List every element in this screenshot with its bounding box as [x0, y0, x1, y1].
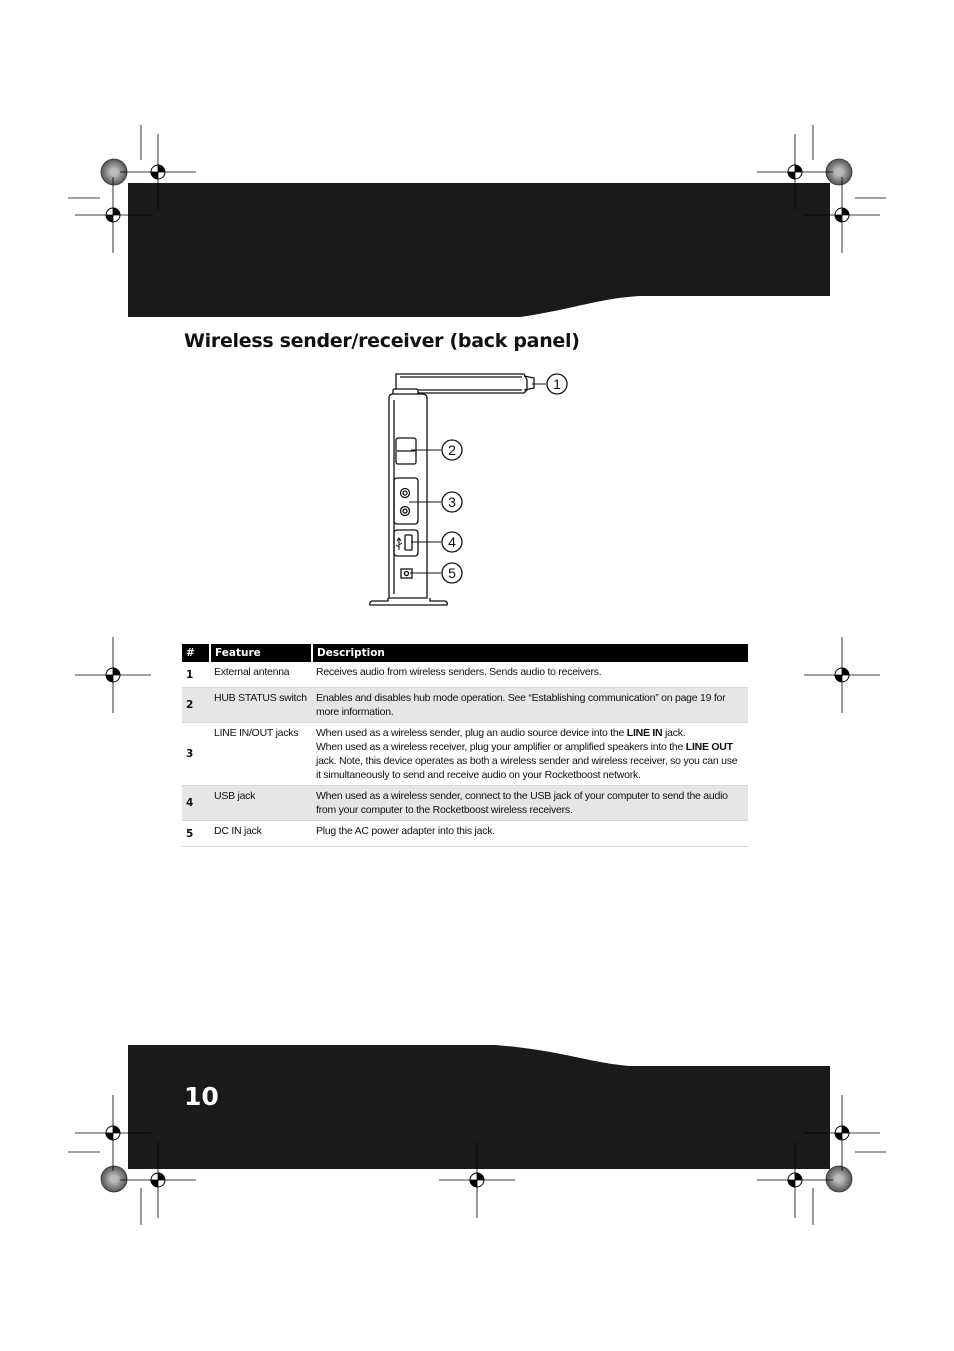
row-description: When used as a wireless sender, connect to the USB jack of your computer to send the audio from your computer to the Rocketboost wireless receivers.: [312, 786, 748, 821]
table-header-row: [182, 644, 748, 662]
callout-5: 5: [448, 565, 456, 581]
line-out-term: LINE OUT: [685, 741, 733, 753]
row-number: 2: [182, 688, 210, 723]
row-feature: DC IN jack: [210, 821, 312, 847]
section-heading: Wireless sender/receiver (back panel): [184, 330, 580, 352]
header-feature: Feature: [210, 644, 312, 662]
callout-4: 4: [448, 534, 456, 550]
line-in-term: LINE IN: [626, 727, 663, 739]
table-row: [182, 786, 748, 821]
row-feature: HUB STATUS switch: [210, 688, 312, 723]
row-feature: LINE IN/OUT jacks: [210, 723, 312, 786]
line-out-paragraph: When used as a wireless receiver, plug your amplifier or amplified speakers into the LINE OUT jack. Note, this device operates as both a wireless sender and wireless receiver, so you can use it simultaneously to send and receive audio on your Rocketboost network.: [316, 741, 738, 781]
row-feature: USB jack: [210, 786, 312, 821]
header-description: Description: [312, 644, 748, 662]
row-description: Receives audio from wireless senders. Sends audio to receivers.: [312, 662, 748, 688]
row-description: Enables and disables hub mode operation. See “Establishing communication” on page 19 for more information.: [312, 688, 748, 723]
row-description: [312, 723, 748, 786]
feature-table: [182, 644, 748, 847]
row-feature: External antenna: [210, 662, 312, 688]
callout-2: 2: [448, 442, 456, 458]
line-in-paragraph: When used as a wireless sender, plug an audio source device into the LINE IN jack.: [316, 727, 686, 739]
header-number: #: [182, 644, 210, 662]
table-row: [182, 821, 748, 847]
callout-1: 1: [553, 376, 561, 392]
row-number: 4: [182, 786, 210, 821]
device-back-panel-figure: [360, 366, 580, 616]
table-row: [182, 688, 748, 723]
row-number: 5: [182, 821, 210, 847]
table-row: [182, 662, 748, 688]
table-row: [182, 723, 748, 786]
row-description: Plug the AC power adapter into this jack.: [312, 821, 748, 847]
row-number: 3: [182, 723, 210, 786]
row-number: 1: [182, 662, 210, 688]
page-number: 10: [184, 1082, 219, 1111]
callout-3: 3: [448, 494, 456, 510]
